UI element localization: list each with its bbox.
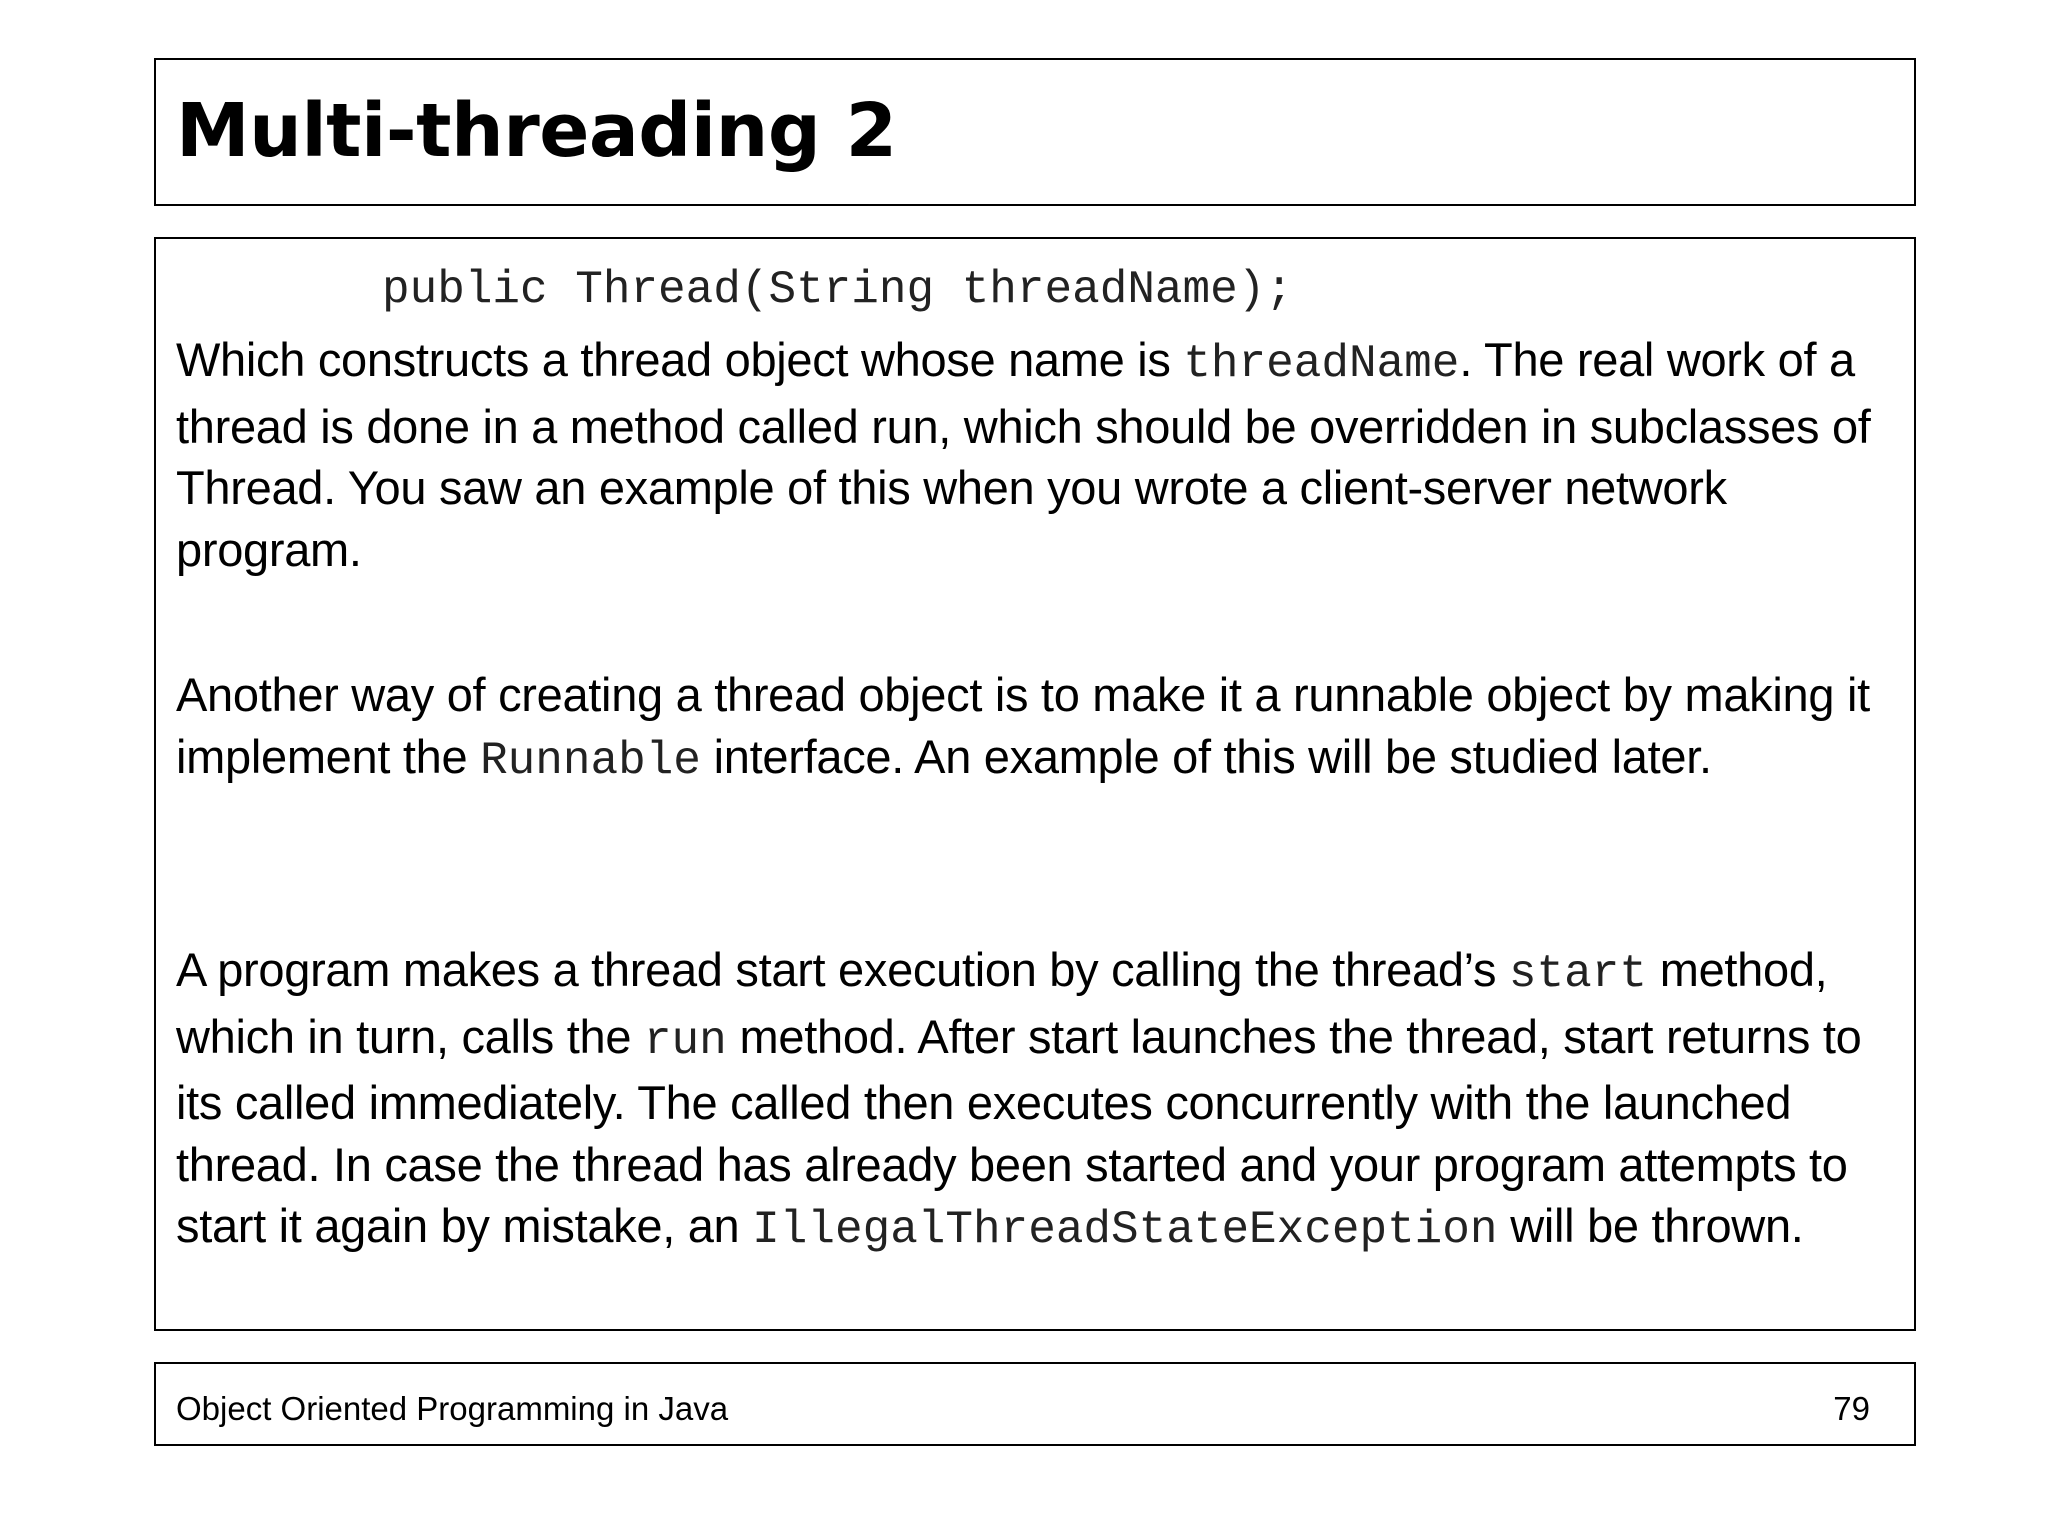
paragraph-start-method: [176, 939, 1916, 1262]
inline-code: threadName: [1183, 338, 1460, 390]
paragraph-text: method. After start launches the thread, start returns to its called immediately. The called then executes concurrently with the launched thread. In case the thread has already been started and your program attempts to start it again by mistake, an: [176, 1009, 1862, 1252]
paragraph-text: Another way of creating a thread object is to make it a runnable object by making it implement the: [176, 668, 1870, 783]
content-box: [154, 237, 1916, 1331]
inline-code: Runnable: [480, 734, 701, 787]
title-box: [154, 58, 1916, 206]
paragraph-thread-name: [176, 329, 1916, 580]
constructor-signature: public Thread(String threadName);: [382, 264, 1293, 316]
inline-code: start: [1508, 948, 1647, 1000]
inline-code: run: [643, 1014, 727, 1067]
slide-title: Multi-threading 2: [176, 88, 897, 174]
footer-course-title: Object Oriented Programming in Java: [176, 1390, 729, 1427]
paragraph-text: interface. An example of this will be studied later.: [700, 729, 1712, 783]
paragraph-runnable: [176, 664, 1916, 792]
paragraph-text: . The real work of a thread is done in a method called run, which should be overridden in subclasses of Thread. You saw an example of this when you wrote a client-server network program.: [176, 333, 1871, 576]
paragraph-text: A program makes a thread start execution by calling the thread’s: [176, 943, 1509, 996]
paragraph-text: method, which in turn, calls the: [176, 943, 1828, 1063]
inline-code: IllegalThreadStateException: [752, 1204, 1498, 1256]
paragraph-text: will be thrown.: [1497, 1199, 1804, 1252]
paragraph-text: Which constructs a thread object whose name is: [176, 333, 1184, 386]
page-number: 79: [1833, 1390, 1870, 1427]
footer-box: [154, 1362, 1916, 1446]
